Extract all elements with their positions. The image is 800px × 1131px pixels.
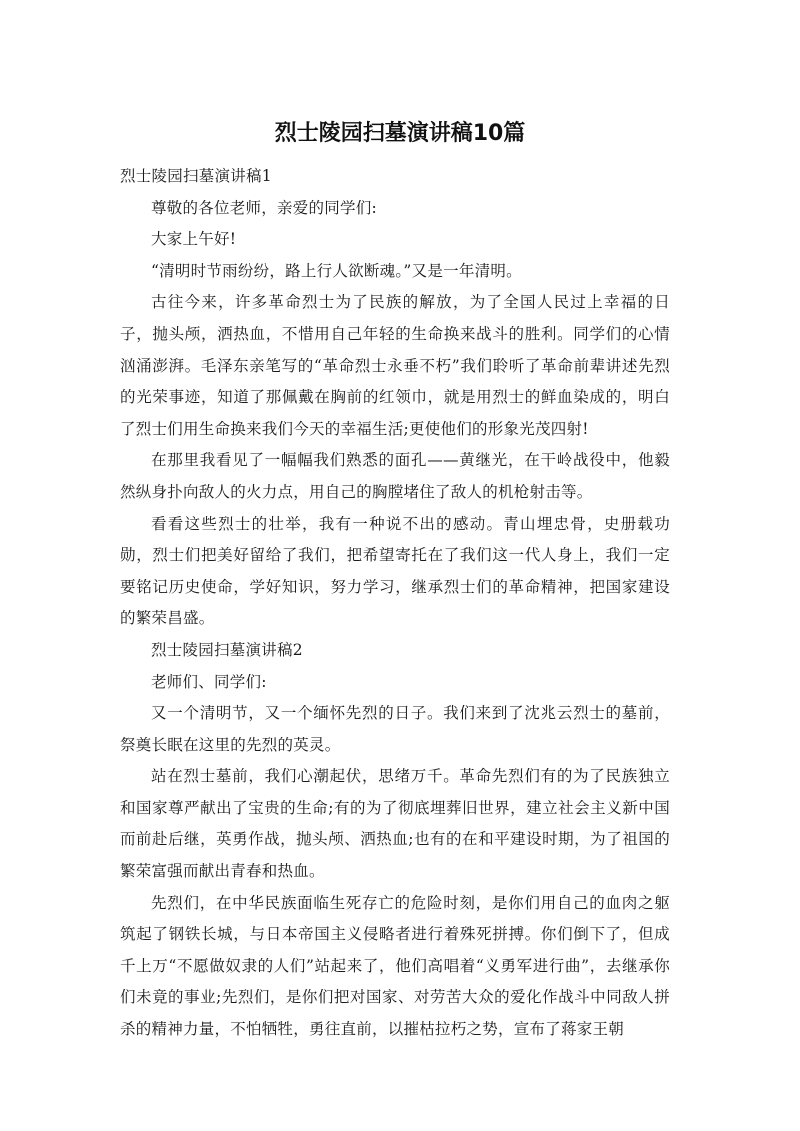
paragraph: 古往今来，许多革命烈士为了民族的解放，为了全国人民过上幸福的日子，抛头颅，洒热血，不惜用自己年轻的生命换来战斗的胜利。同学们的心情汹涌澎湃。毛泽东亲笔写的“革命烈士永垂不朽”我们聆听了革命前辈讲述先烈的光荣事迹，知道了那佩戴在胸前的红领巾，就是用烈士的鲜血染成的，明白了烈士们用生命换来我们今天的幸福生活;更使他们的形象光茂四射! bbox=[120, 293, 670, 438]
paragraph: 在那里我看见了一幅幅我们熟悉的面孔——黄继光，在干岭战役中，他毅然纵身扑向敌人的火力点，用自己的胸膛堵住了敌人的机枪射击等。 bbox=[120, 451, 670, 501]
section-heading: 烈士陵园扫墓演讲稿2 bbox=[151, 640, 303, 659]
paragraph: 老师们、同学们: bbox=[151, 672, 267, 691]
paragraph: 站在烈士墓前，我们心潮起伏，思绪万千。革命先烈们有的为了民族独立和国家尊严献出了宝贵的生命;有的为了彻底埋葬旧世界，建立社会主义新中国而前赴后继，英勇作战，抛头颅、洒热血;也有的在和平建设时期，为了祖国的繁荣富强而献出青春和热血。 bbox=[120, 767, 670, 881]
document-body bbox=[120, 161, 670, 1046]
document-title: 烈士陵园扫墓演讲稿10篇 bbox=[274, 121, 526, 146]
paragraph: 看看这些烈士的壮举，我有一种说不出的感动。青山埋忠骨，史册载功勋，烈士们把美好留给了我们，把希望寄托在了我们这一代人身上，我们一定要铭记历史使命，学好知识，努力学习，继承烈士们的革命精神，把国家建设的繁荣昌盛。 bbox=[120, 514, 670, 628]
paragraph: “清明时节雨纷纷，路上行人欲断魂。”又是一年清明。 bbox=[151, 261, 522, 280]
paragraph: 尊敬的各位老师，亲爱的同学们: bbox=[151, 198, 377, 217]
paragraph: 又一个清明节，又一个缅怀先烈的日子。我们来到了沈兆云烈士的墓前，祭奠长眠在这里的先烈的英灵。 bbox=[120, 704, 670, 754]
paragraph: 大家上午好! bbox=[151, 230, 237, 249]
section-heading: 烈士陵园扫墓演讲稿1 bbox=[120, 167, 272, 185]
paragraph: 先烈们，在中华民族面临生死存亡的危险时刻，是你们用自己的血肉之躯筑起了钢铁长城，与日本帝国主义侵略者进行着殊死拼搏。你们倒下了，但成千上万“不愿做奴隶的人们”站起来了，他们高唱着“义勇军进行曲”，去继承你们未竟的事业;先烈们，是你们把对国家、对劳苦大众的爱化作战斗中同敌人拼杀的精神力量，不怕牺牲，勇往直前，以摧枯拉朽之势，宣布了蒋家王朝 bbox=[120, 893, 670, 1039]
